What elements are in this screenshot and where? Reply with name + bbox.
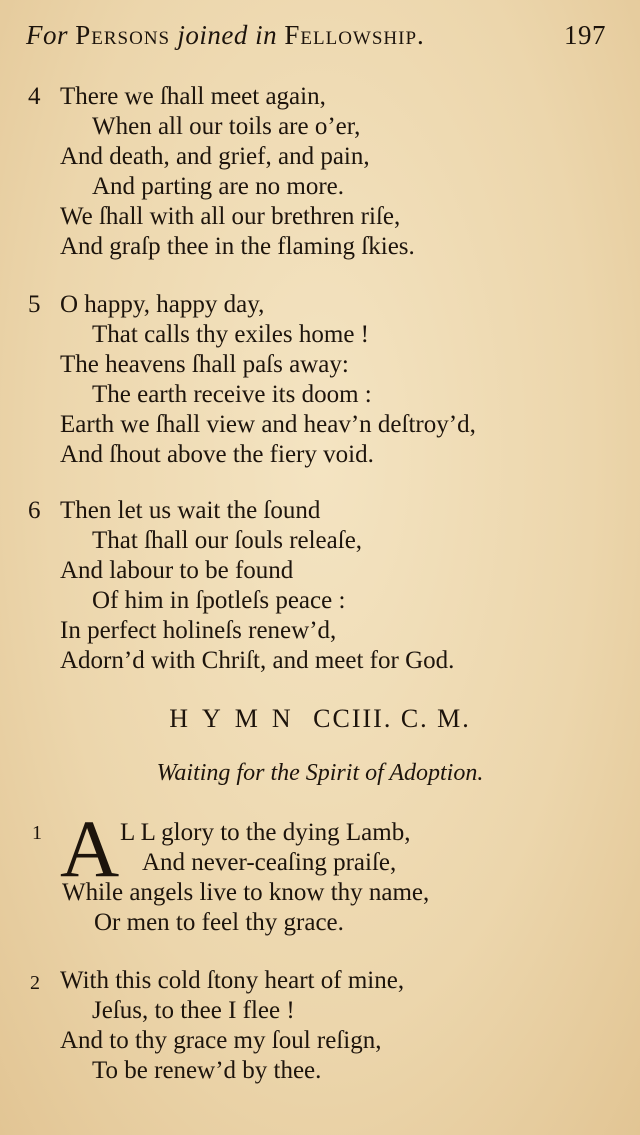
stanza-number: 1 bbox=[32, 822, 42, 844]
verse-line: Jeſus, to thee I flee ! bbox=[92, 997, 295, 1024]
verse-line: Adorn’d with Chriſt, and meet for God. bbox=[60, 647, 455, 674]
verse-line: Of him in ſpotleſs peace : bbox=[92, 587, 346, 614]
verse-line: L L glory to the dying Lamb, bbox=[120, 819, 411, 846]
header-fellowship: Fellowship. bbox=[284, 20, 425, 50]
verse-line: When all our toils are o’er, bbox=[92, 113, 361, 140]
verse-line: And graſp thee in the flaming ſkies. bbox=[60, 233, 415, 260]
hymn-meter: C. M. bbox=[400, 704, 471, 733]
verse-line: The earth receive its doom : bbox=[92, 381, 372, 408]
stanza-number: 5 bbox=[28, 291, 41, 318]
verse-line: With this cold ſtony heart of mine, bbox=[60, 967, 405, 994]
verse-line: In perfect holineſs renew’d, bbox=[60, 617, 337, 644]
header-joined-in: joined in bbox=[177, 20, 278, 50]
verse-line: O happy, happy day, bbox=[60, 291, 265, 318]
verse-line: And never-ceaſing praiſe, bbox=[142, 849, 397, 876]
header-persons: Persons bbox=[75, 20, 171, 50]
verse-line: Or men to feel thy grace. bbox=[94, 909, 344, 936]
stanza-number: 4 bbox=[28, 83, 41, 110]
stanza-number: 2 bbox=[30, 972, 40, 994]
verse-line: We ſhall with all our brethren riſe, bbox=[60, 203, 401, 230]
verse-line: And parting are no more. bbox=[92, 173, 345, 200]
drop-cap: A bbox=[60, 803, 120, 894]
page-number: 197 bbox=[564, 20, 606, 50]
hymn-word: HYMN bbox=[169, 704, 305, 733]
hymn-subtitle: Waiting for the Spirit of Adoption. bbox=[156, 760, 484, 786]
verse-line: While angels live to know thy name, bbox=[62, 879, 430, 906]
verse-line: There we ſhall meet again, bbox=[60, 83, 326, 110]
verse-line: That calls thy exiles home ! bbox=[92, 321, 370, 348]
running-header bbox=[26, 20, 606, 51]
verse-line: And ſhout above the fiery void. bbox=[60, 441, 374, 468]
verse-line: Earth we ſhall view and heav’n deſtroy’d, bbox=[60, 411, 476, 438]
stanza-number: 6 bbox=[28, 497, 41, 524]
verse-line: The heavens ſhall paſs away: bbox=[60, 351, 349, 378]
hymn-title bbox=[0, 704, 640, 734]
verse-line: And to thy grace my ſoul reſign, bbox=[60, 1027, 382, 1054]
verse-line: That ſhall our ſouls releaſe, bbox=[92, 527, 363, 554]
hymn-number: CCIII. bbox=[313, 704, 393, 733]
verse-line: And labour to be found bbox=[60, 557, 294, 584]
verse-line: And death, and grief, and pain, bbox=[60, 143, 370, 170]
verse-line: Then let us wait the ſound bbox=[60, 497, 321, 524]
verse-line: To be renew’d by thee. bbox=[92, 1057, 322, 1084]
header-for: For bbox=[26, 20, 68, 50]
